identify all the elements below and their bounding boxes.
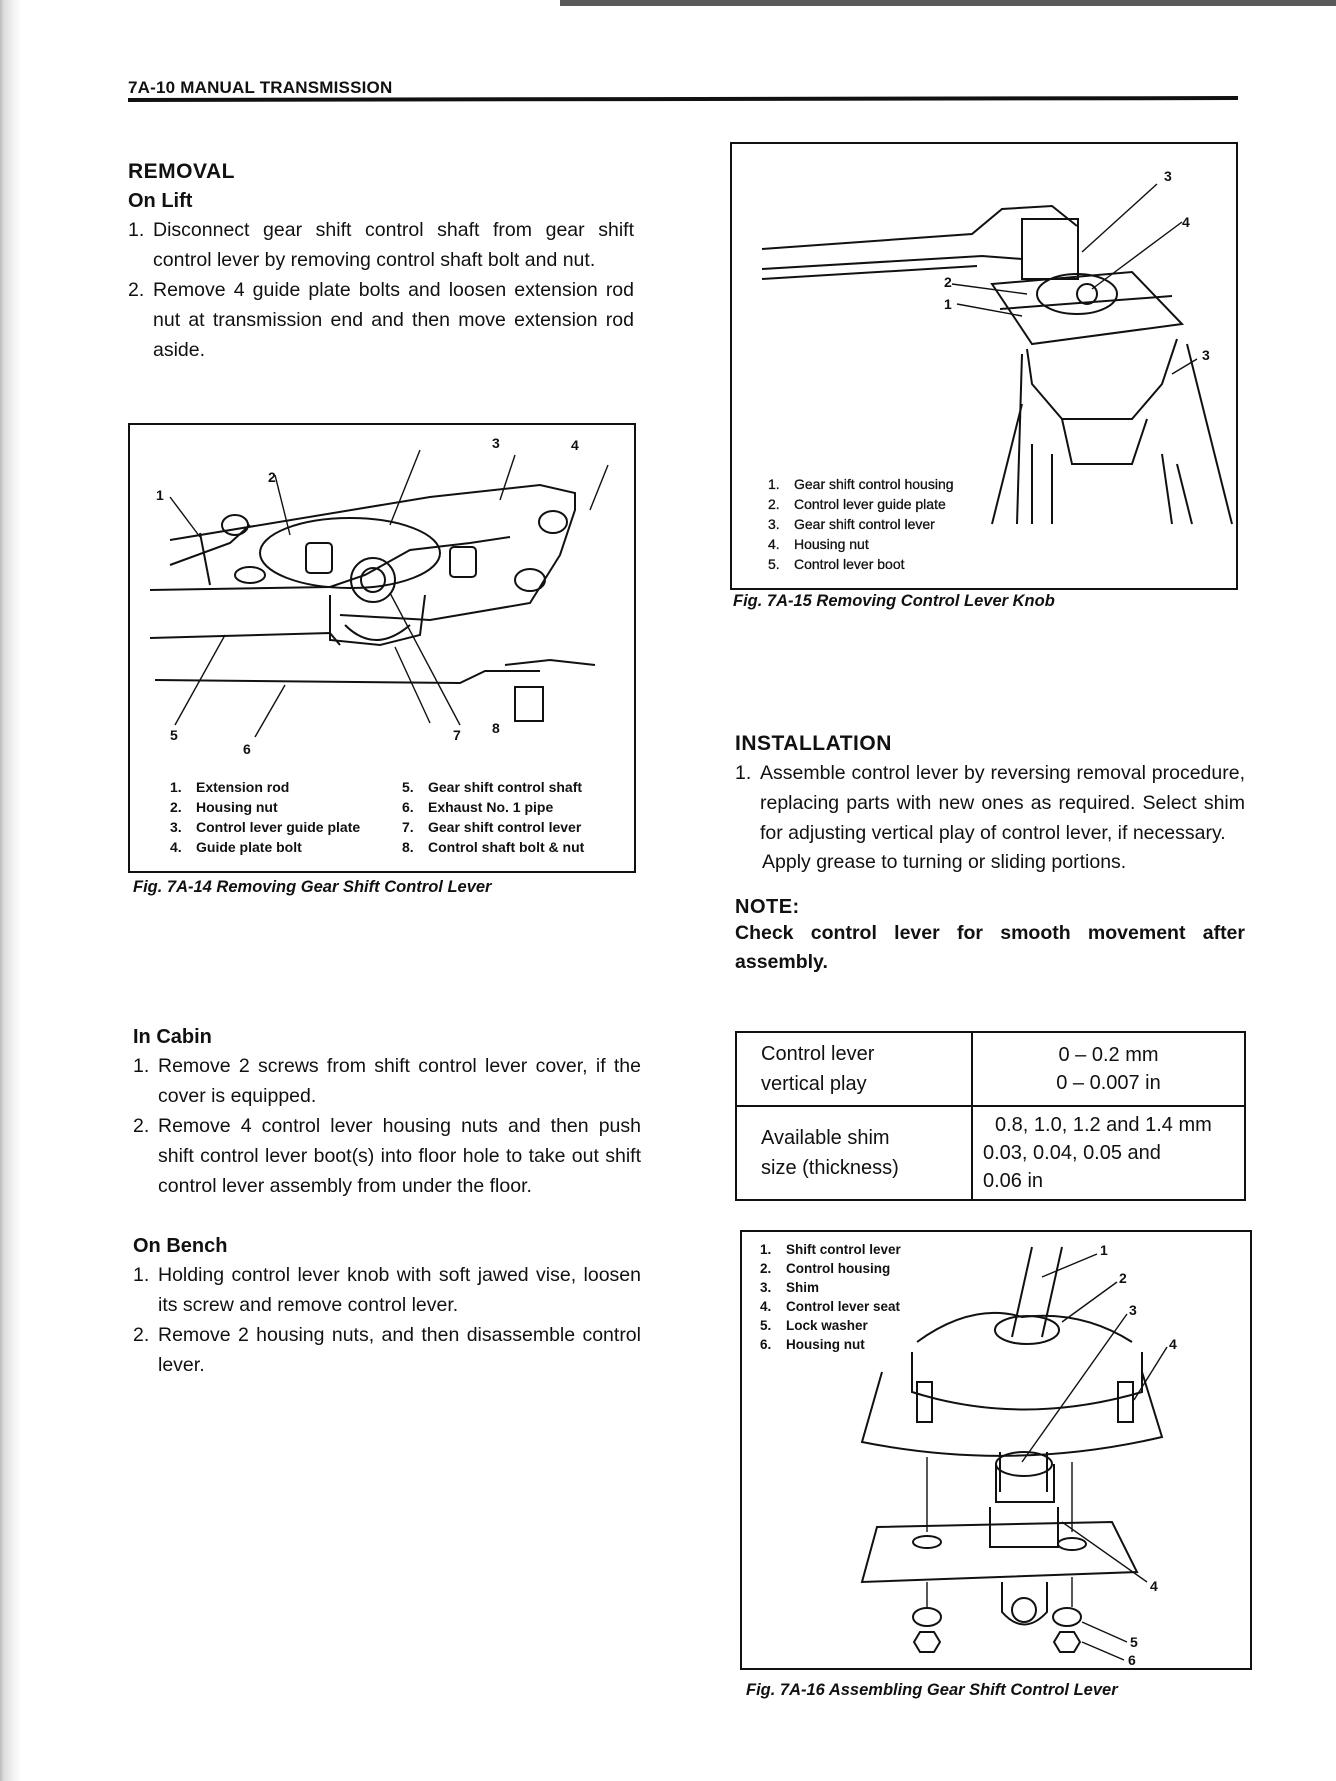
installation-steps [735,758,1245,848]
legend-label: Gear shift control lever [794,516,935,532]
legend-label: Control lever seat [786,1299,901,1314]
legend-item [768,554,954,574]
fig14-caption: Fig. 7A-14 Removing Gear Shift Control Lever [133,878,492,896]
callout-1: 1 [944,296,952,312]
callout-5: 5 [170,727,178,743]
gear-shift-lever-underside-drawing [130,425,634,745]
removal-heading: REMOVAL [128,160,235,183]
legend-label: Control housing [786,1261,891,1276]
callout-8: 8 [492,720,500,736]
legend-num: 2. [760,1261,772,1276]
fig15-legend [768,474,954,574]
spec-label-line: size (thickness) [761,1157,899,1179]
legend-label: Housing nut [196,799,278,815]
callout-2: 2 [944,274,952,290]
legend-item [402,817,584,837]
fig16-legend [760,1240,901,1354]
legend-label: Housing nut [786,1337,865,1352]
legend-item [768,474,954,494]
on-lift-heading: On Lift [128,190,193,212]
installation-section [735,732,1245,978]
legend-label: Exhaust No. 1 pipe [428,799,554,815]
in-cabin-heading: In Cabin [133,1026,212,1048]
callout-5: 5 [1130,1634,1138,1650]
spec-value [972,1032,1245,1106]
legend-item [760,1259,901,1278]
callout-4: 4 [1169,1336,1177,1352]
legend-item [768,534,954,554]
callout-1: 1 [1100,1242,1108,1258]
callout-2: 2 [1119,1270,1127,1286]
legend-label: Control lever boot [794,556,905,572]
legend-label: Control shaft bolt & nut [428,839,585,855]
note-heading: NOTE: [735,895,800,918]
legend-item [760,1297,901,1316]
legend-item [760,1278,901,1297]
figure-7a-14 [128,423,636,873]
spec-row-shim-size [736,1106,1245,1200]
legend-num: 4. [768,536,780,552]
installation-step [735,758,1245,848]
in-cabin-step [133,1051,641,1111]
header-rule [128,96,1238,102]
spec-value-line: 0.06 in [982,1170,1044,1192]
step-text: Remove 2 housing nuts, and then disassemble control lever. [158,1324,641,1376]
spec-label [736,1032,972,1106]
step-number: 2. [133,1324,150,1346]
legend-num: 3. [170,819,182,835]
legend-label: Shift control lever [786,1242,901,1257]
legend-num: 7. [402,819,414,835]
in-cabin-steps [133,1051,641,1201]
legend-num: 1. [760,1242,772,1257]
callout-4: 4 [1150,1578,1158,1594]
grease-note: Apply grease to turning or sliding portions. [762,851,1127,873]
figure-7a-15 [730,142,1238,590]
spec-value-line: 0.8, 1.0, 1.2 and 1.4 mm [994,1114,1212,1136]
legend-num: 6. [760,1337,772,1352]
on-lift-step [128,215,634,275]
legend-num: 1. [768,476,780,492]
page-header-title: 7A-10 MANUAL TRANSMISSION [128,78,393,97]
in-cabin-step [133,1111,641,1201]
callout-7: 7 [453,727,461,743]
scan-edge-shadow [0,0,22,1781]
legend-num: 3. [760,1280,772,1295]
step-number: 1. [133,1264,150,1286]
on-bench-step [133,1320,641,1380]
legend-num: 6. [402,799,414,815]
legend-item [170,837,360,857]
legend-num: 3. [768,516,780,532]
callout-3: 3 [1129,1302,1137,1318]
legend-num: 4. [760,1299,772,1314]
legend-item [402,797,584,817]
legend-num: 8. [402,839,414,855]
callout-6: 6 [243,741,251,757]
legend-label: Guide plate bolt [196,839,302,855]
legend-item [768,494,954,514]
step-text: Remove 2 screws from shift control lever cover, if the cover is equipped. [158,1055,641,1107]
legend-item [170,797,360,817]
callout-4: 4 [1182,214,1190,230]
spec-label-line: vertical play [761,1073,867,1095]
step-text: Remove 4 control lever housing nuts and then push shift control lever boot(s) into floor hole to take out shift control lever assembly from under the floor. [158,1115,641,1197]
legend-num: 5. [768,556,780,572]
legend-item [760,1316,901,1335]
spec-label-line: Available shim [761,1127,890,1149]
callout-3: 3 [492,435,500,451]
in-cabin-section [133,1026,641,1380]
legend-item [402,837,584,857]
fig16-caption: Fig. 7A-16 Assembling Gear Shift Control Lever [746,1681,1118,1699]
step-text: Assemble control lever by reversing removal procedure, replacing parts with new ones as required. Select shim for adjusting vertical play of control lever, if necessary. [760,762,1245,844]
callout-2: 2 [268,469,276,485]
legend-label: Extension rod [196,779,290,795]
legend-item [760,1240,901,1259]
removal-section [128,160,634,365]
on-bench-heading: On Bench [133,1235,228,1257]
step-text: Holding control lever knob with soft jawed vise, loosen its screw and remove control lever. [158,1264,641,1316]
step-number: 1. [133,1055,150,1077]
legend-num: 5. [760,1318,772,1333]
on-bench-steps [133,1260,641,1380]
spec-row-vertical-play [736,1032,1245,1106]
spec-value-line: 0 – 0.007 in [1056,1072,1161,1094]
legend-item [402,777,584,797]
step-number: 2. [128,279,145,301]
callout-3: 3 [1202,347,1210,363]
spec-table [735,1031,1246,1201]
scan-top-artifact [560,0,1336,6]
legend-label: Gear shift control shaft [428,779,583,795]
on-lift-steps [128,215,634,365]
note-text: Check control lever for smooth movement after assembly. [735,921,1245,973]
step-text: Remove 4 guide plate bolts and loosen extension rod nut at transmission end and then move extension rod aside. [153,279,634,361]
step-number: 2. [133,1115,150,1137]
callout-3: 3 [1164,168,1172,184]
legend-label: Lock washer [786,1318,868,1333]
legend-num: 2. [768,496,780,512]
callout-1: 1 [156,487,164,503]
callout-4: 4 [571,437,579,453]
step-number: 1. [735,762,752,784]
page-header [128,78,1238,98]
spec-label [736,1106,972,1200]
legend-item [170,777,360,797]
legend-label: Gear shift control lever [428,819,582,835]
fig14-legend-right [402,777,584,857]
legend-label: Control lever guide plate [196,819,361,835]
legend-num: 4. [170,839,182,855]
legend-label: Shim [786,1280,820,1295]
spec-value-line: 0.03, 0.04, 0.05 and [982,1142,1161,1164]
step-number: 1. [128,219,145,241]
spec-value [972,1106,1245,1200]
legend-num: 1. [170,779,182,795]
legend-label: Gear shift control housing [794,476,954,492]
legend-num: 5. [402,779,414,795]
legend-label: Control lever guide plate [794,496,946,512]
legend-num: 2. [170,799,182,815]
figure-7a-16 [740,1230,1252,1670]
legend-label: Housing nut [794,536,869,552]
on-bench-step [133,1260,641,1320]
legend-item [760,1335,901,1354]
legend-item [170,817,360,837]
legend-item [768,514,954,534]
step-text: Disconnect gear shift control shaft from gear shift control lever by removing control shaft bolt and nut. [153,219,634,271]
spec-label-line: Control lever [761,1043,875,1065]
fig14-legend-left [170,777,360,857]
installation-heading: INSTALLATION [735,732,892,755]
fig15-caption: Fig. 7A-15 Removing Control Lever Knob [733,592,1055,610]
callout-6: 6 [1128,1652,1136,1668]
spec-value-line: 0 – 0.2 mm [1058,1044,1159,1066]
on-lift-step [128,275,634,365]
